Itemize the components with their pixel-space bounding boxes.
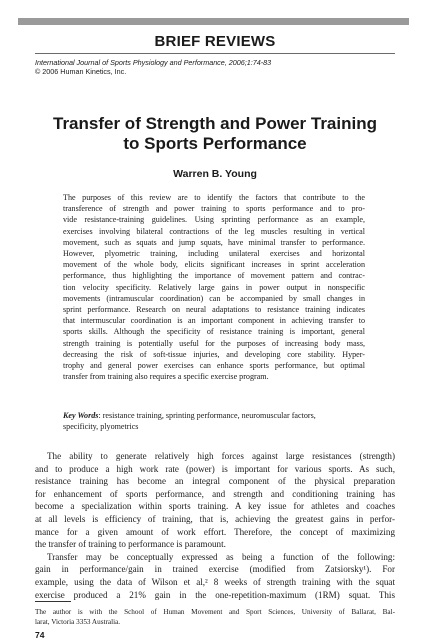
title-line-1: Transfer of Strength and Power Training: [53, 114, 377, 133]
body-line: become a specialization within sports training. A key issue for athletes and coaches: [35, 501, 395, 512]
abstract-line: movement of the whole body, elicits significant increases in sprint acceleration: [63, 260, 365, 270]
abstract-line: The purposes of this review are to identify the factors that contribute to the: [63, 193, 365, 202]
keywords-label: Key Words: [63, 411, 99, 420]
abstract-line: strength training is potentially useful for the purposes of increasing body mass,: [63, 338, 365, 348]
keywords-line: [63, 410, 365, 421]
section-rule: [35, 53, 395, 54]
body-text: [35, 450, 395, 601]
abstract-line: that intermuscular coordination is an important component in achieving transfer to: [63, 316, 365, 326]
abstract-line: movements (intramuscular coordination) can be accompanied by small changes in: [63, 293, 365, 303]
abstract-line: sprint performance. Research on neural adaptations to resistance training indicates: [63, 305, 365, 315]
title-line-2: to Sports Performance: [123, 134, 307, 153]
abstract-line: sports skills. Although the specificity of resistance training is important, general: [63, 327, 365, 337]
abstract-line: vide resistance-training guidelines. Using sprinting performance as an example,: [63, 215, 365, 225]
author-footnote: [35, 607, 395, 627]
copyright-line: © 2006 Human Kinetics, Inc.: [35, 67, 127, 76]
section-heading: BRIEF REVIEWS: [154, 33, 276, 50]
abstract-line: tion velocity specificity. Relatively large gains in power output in nonspecific: [63, 282, 365, 292]
abstract-line: trophy and general power exercises can enhance sports performance, but optimal: [63, 361, 365, 371]
abstract-line: transference of strength and power training to sports performance and to pro-: [63, 204, 365, 214]
abstract-line: exercises involving bilateral contractions of the leg muscles resulting in vertical: [63, 226, 365, 236]
top-decorative-bar: [18, 18, 409, 25]
author-name: Warren B. Young: [173, 168, 257, 180]
abstract-line: However, plyometric training, including unilateral exercises and horizontal: [63, 249, 365, 259]
journal-citation: [35, 58, 395, 76]
body-line: The ability to generate relatively high forces against large resistances (strength): [47, 451, 395, 461]
abstract-line: movement, such as squats and jump squats, have minimal transfer to performance.: [63, 237, 365, 247]
keywords-text: : resistance training, sprinting performance, neuromuscular factors,: [98, 411, 316, 420]
keywords-line: specificity, plyometrics: [63, 422, 139, 432]
page-number: 74: [35, 630, 45, 640]
abstract-line: transfer from training also requires a specific exercise program.: [63, 372, 269, 382]
body-line: the transfer of training to performance is paramount.: [35, 539, 226, 550]
footnote-line: The author is with the School of Human Movement and Sport Sciences, University of Ballarat, Bal-: [35, 608, 395, 616]
footnote-rule: [35, 601, 71, 602]
body-line: exercise produced a 21% gain in the one-repetition-maximum (1RM) squat. This: [35, 589, 395, 600]
body-line: gain in performance/gain in trained exercise (modified from Zatsiorsky¹). For: [35, 564, 395, 575]
article-title: [35, 114, 395, 154]
body-line: Transfer may be conceptually expressed as being a function of the following:: [47, 551, 395, 562]
body-line: for enhancement of sports performance, and strength and conditioning training has: [35, 488, 395, 499]
body-line: mance for a given amount of work effort. Therefore, the concept of maximizing: [35, 526, 395, 537]
journal-line: International Journal of Sports Physiology and Performance, 2006;1:74-83: [35, 58, 272, 67]
body-line: and to produce a high work rate (power) is important for various sports. As such,: [35, 463, 395, 474]
body-line: at all levels is efficiency of training, that is, achieving the greatest gains in perfor-: [35, 513, 395, 524]
body-line: example, using the data of Wilson et al,² 8 weeks of strength training with the squat: [35, 576, 395, 587]
footnote-line: larat, Victoria 3353 Australia.: [35, 618, 121, 626]
abstract: [63, 192, 365, 382]
abstract-line: decreasing the risk of soft-tissue injuries, and developing core stability. Hyper-: [63, 349, 365, 359]
body-line: resistance training has become an integral component of the physical preparation: [35, 476, 395, 487]
abstract-line: performance, thus highlighting the importance of movement pattern and contrac-: [63, 271, 365, 281]
keywords: [63, 410, 365, 432]
